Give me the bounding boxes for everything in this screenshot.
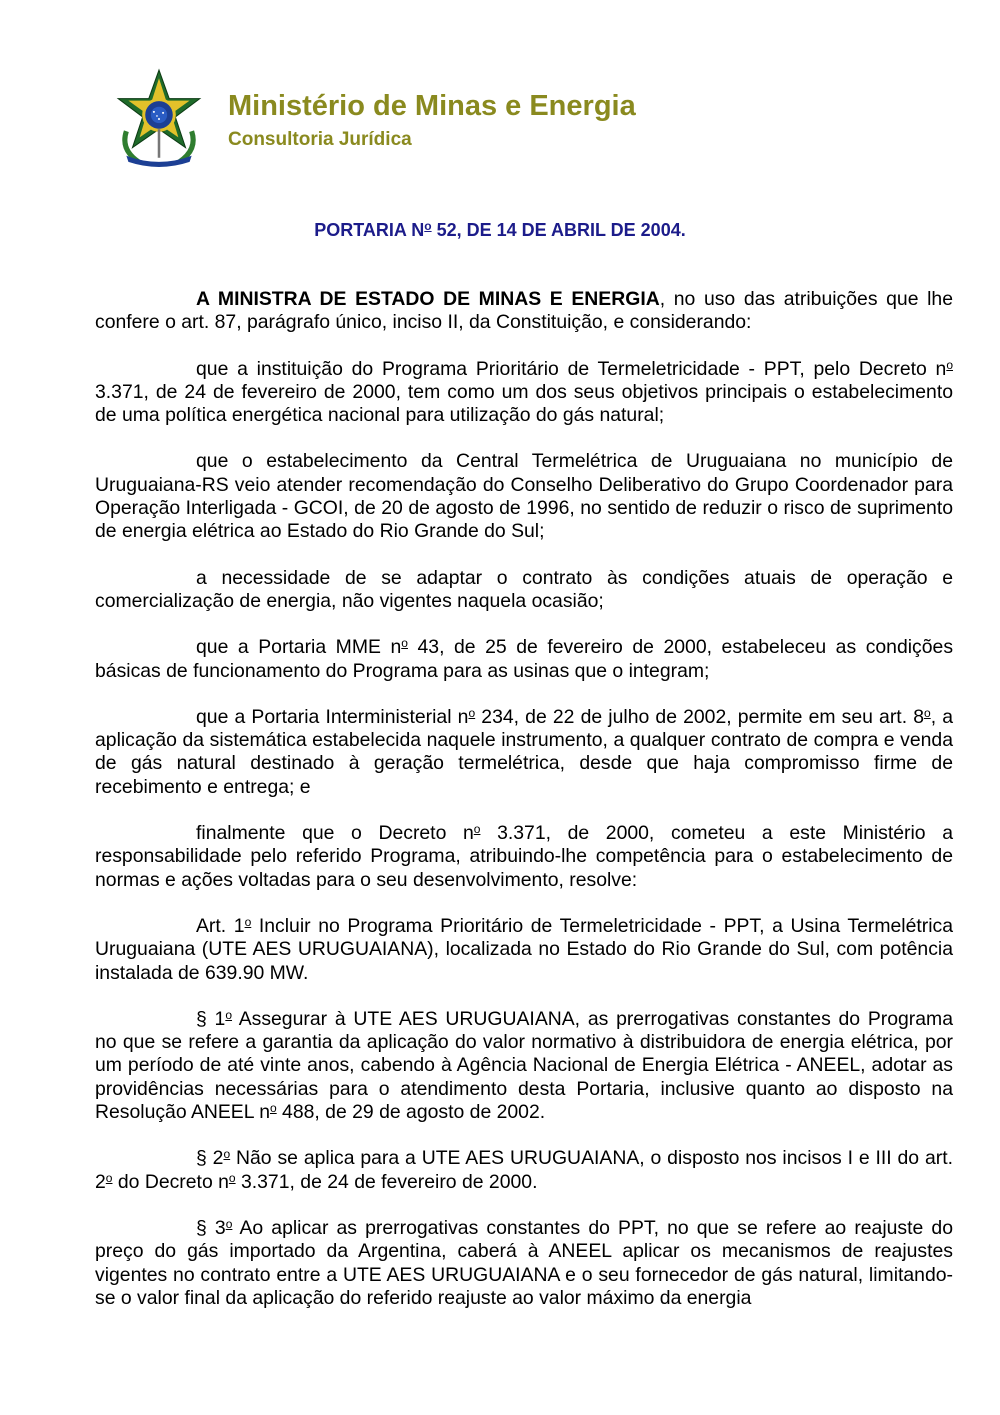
ordinal-superscript: o <box>946 357 953 372</box>
text-segment: 234, de 22 de julho de 2002, permite em seu art. 8 <box>475 705 925 728</box>
text-segment: Não se aplica para a UTE AES URUGUAIANA, o disposto nos incisos I e III do art. 2 <box>95 1147 953 1193</box>
ordinal-superscript: o <box>225 1007 233 1022</box>
text-segment: Art. 1 <box>196 914 245 937</box>
ministry-name: Ministério de Minas e Energia <box>228 90 636 122</box>
coat-of-arms-emblem <box>108 68 210 170</box>
paragraph-section-2 <box>95 1147 953 1194</box>
text-segment: § 3 <box>196 1216 226 1239</box>
text-segment: 3.371, de 24 de fevereiro de 2000, tem como um dos seus objetivos principais o estabelecimento de uma política energética nacional para utilização do gás natural; <box>95 380 953 427</box>
paragraph-section-3 <box>95 1217 953 1310</box>
ordinal-superscript: o <box>924 705 931 720</box>
text-segment: Incluir no Programa Prioritário de Termeletricidade - PPT, a Usina Termelétrica Uruguaiana (UTE AES URUGUAIANA), localizada no Estado do Rio Grande do Sul, com potência instalada de 639.90 MW. <box>95 914 953 984</box>
paragraph-consideration-contract: a necessidade de se adaptar o contrato às condições atuais de operação e comercialização de energia, não vigentes naquela ocasião; <box>95 566 953 612</box>
text-segment: § 2 <box>196 1147 224 1170</box>
document-body <box>95 288 953 1333</box>
paragraph-consideration-portaria-234 <box>95 706 953 799</box>
title-text: PORTARIA N <box>314 220 425 240</box>
text-segment: que a Portaria Interministerial n <box>196 705 469 728</box>
text-segment: do Decreto n <box>112 1170 229 1193</box>
page-header <box>108 68 708 178</box>
ordinal-superscript: o <box>468 705 476 720</box>
text-segment: 488, de 29 de agosto de 2002. <box>276 1101 546 1124</box>
paragraph-section-1 <box>95 1008 953 1124</box>
text-segment: que a Portaria MME n <box>196 636 402 659</box>
ordinal-superscript: o <box>228 1170 236 1185</box>
paragraph-article-1 <box>95 915 953 985</box>
title-text-rest: 52, DE 14 DE ABRIL DE 2004. <box>431 220 686 240</box>
text-segment: finalmente que o Decreto n <box>196 822 474 845</box>
text-segment: 3.371, de 2000, cometeu a este Ministério a responsabilidade pelo referido Programa, atribuindo-lhe competência para o estabelecimento de normas e ações voltadas para o seu desenvolvimento, resolve: <box>95 822 953 891</box>
paragraph-consideration-decreto <box>95 822 953 892</box>
text-segment: 43, de 25 de fevereiro de 2000, estabeleceu as condições básicas de funcionamento do Programa para as usinas que o integram; <box>95 636 954 682</box>
document-title <box>0 219 1000 241</box>
ordinal-superscript: o <box>244 914 252 929</box>
ordinal-superscript: o <box>223 1147 231 1162</box>
text-segment: Assegurar à UTE AES URUGUAIANA, as prerrogativas constantes do Programa no que se refere a garantia da aplicação do valor normativo à distribuidora de energia elétrica, por um período de até vinte anos, cabendo à Agência Nacional de Energia Elétrica - ANEEL, adotar as providências necessárias para o atendimento desta Portaria, inclusive quanto ao disposto na Resolução ANEEL n <box>95 1007 953 1124</box>
text-segment: 3.371, de 24 de fevereiro de 2000. <box>235 1170 538 1193</box>
paragraph-consideration-uruguaiana: que o estabelecimento da Central Termelétrica de Uruguaiana no município de Uruguaiana-RS veio atender recomendação do Conselho Deliberativo do Grupo Coordenador para Operação Interligada - GCOI, de 20 de agosto de 1996, no sentido de reduzir o risco de suprimento de energia elétrica ao Estado do Rio Grande do Sul; <box>95 450 953 543</box>
paragraph-consideration-ppt <box>95 358 953 428</box>
text-segment: § 1 <box>196 1007 226 1030</box>
text-segment: que a instituição do Programa Prioritário de Termeletricidade - PPT, pelo Decreto n <box>196 357 947 380</box>
paragraph-consideration-portaria-43 <box>95 636 953 683</box>
title-superscript: o <box>424 219 432 233</box>
text-segment: , a aplicação da sistemática estabelecida naquele instrumento, a qualquer contrato de compra e venda de gás natural destinado à geração termelétrica, desde que haja compromisso firme de recebimento e entrega; e <box>95 705 954 798</box>
ordinal-superscript: o <box>473 822 481 837</box>
department-name: Consultoria Jurídica <box>228 129 412 150</box>
ordinal-superscript: o <box>401 636 408 651</box>
ordinal-superscript: o <box>105 1170 113 1185</box>
preamble-text: , no uso das atribuições que lhe confere o art. 87, parágrafo único, inciso II, da Constituição, e considerando: <box>95 288 954 334</box>
ordinal-superscript: o <box>269 1101 277 1116</box>
minister-heading: A MINISTRA DE ESTADO DE MINAS E ENERGIA <box>196 288 660 310</box>
ordinal-superscript: o <box>225 1216 233 1231</box>
text-segment: Ao aplicar as prerrogativas constantes do PPT, no que se refere ao reajuste do preço do gás importado da Argentina, caberá à ANEEL aplicar os mecanismos de reajustes vigentes no contrato entre a UTE AES URUGUAIANA e o seu fornecedor de gás natural, limitando-se o valor final da aplicação do referido reajuste ao valor máximo da energia <box>95 1216 953 1309</box>
paragraph-preamble <box>95 288 953 335</box>
